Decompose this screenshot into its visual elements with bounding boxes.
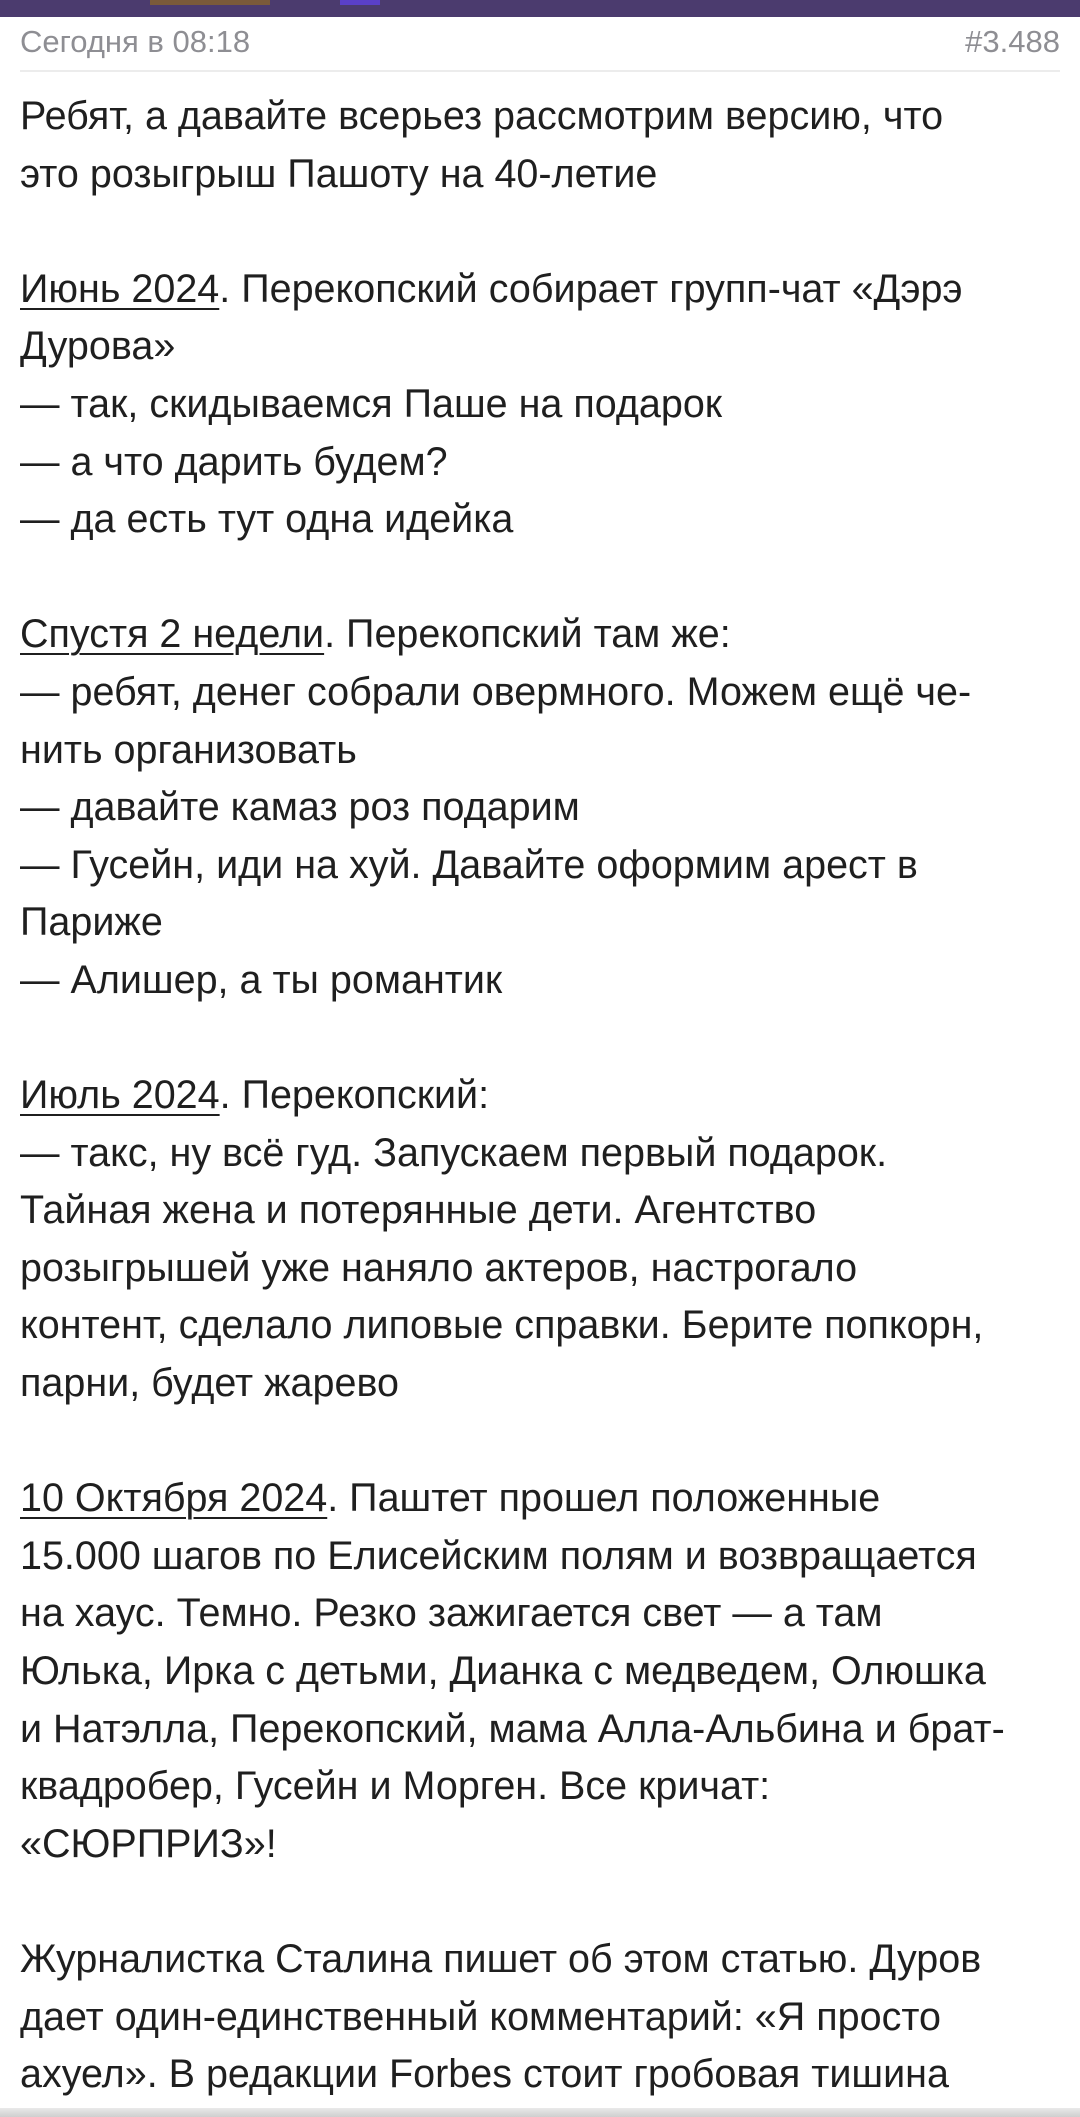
- text-line: «СЮРПРИЗ»!: [20, 1821, 277, 1866]
- text-line: — Алишер, а ты романтик: [20, 957, 503, 1002]
- text-line: Журналистка Сталина пишет об этом статью. Дуров: [20, 1937, 982, 1981]
- text-line: 10 Октября 2024. Паштет прошел положенные: [20, 1476, 881, 1521]
- header-badge: [340, 0, 380, 5]
- text-line: контент, сделало липовые справки. Берите попкорн,: [20, 1303, 984, 1348]
- text-line: Июнь 2024. Перекопский собирает групп-чат «Дэрэ: [20, 266, 963, 311]
- text-line: — давайте камаз роз подарим: [20, 785, 580, 830]
- text-line: Париже: [20, 900, 163, 945]
- text-line: — а что дарить будем?: [20, 439, 448, 484]
- paragraph-gap: [20, 1413, 1065, 1471]
- text-line: — так, скидываемся Паше на подарок: [20, 381, 723, 426]
- paragraph-gap: [20, 1873, 1065, 1931]
- paragraph-gap: [20, 203, 1065, 261]
- date-june-2024: Июнь 2024: [20, 266, 220, 311]
- text-line: Дурова»: [20, 324, 176, 369]
- date-july-2024: Июль 2024: [20, 1073, 220, 1118]
- text-line: Июль 2024. Перекопский:: [20, 1073, 490, 1118]
- text-line: ахуел». В редакции Forbes стоит гробовая тишина: [20, 2052, 949, 2097]
- text-line: Спустя 2 недели. Перекопский там же:: [20, 612, 731, 657]
- paragraph-gap: [20, 549, 1065, 607]
- post-meta: [20, 14, 1060, 72]
- paragraph-gap: [20, 1010, 1065, 1068]
- text-line: дает один-единственный комментарий: «Я просто: [20, 1994, 941, 2039]
- post-body: [20, 88, 1065, 2104]
- text-line: — такс, ну всё гуд. Запускаем первый подарок.: [20, 1130, 888, 1175]
- text-line: парни, будет жарево: [20, 1361, 399, 1406]
- text-line: это розыгрыш Пашоту на 40-летие: [20, 151, 658, 196]
- post-time: Сегодня в 08:18: [20, 24, 251, 59]
- text-line: Юлька, Ирка с детьми, Дианка с медведем, Олюшка: [20, 1649, 986, 1694]
- text-line: 15.000 шагов по Елисейским полям и возвращается: [20, 1533, 977, 1578]
- date-october-10-2024: 10 Октября 2024: [20, 1476, 328, 1521]
- text-line: на хаус. Темно. Резко зажигается свет — а там: [20, 1591, 883, 1636]
- text-line: — да есть тут одна идейка: [20, 497, 514, 542]
- text-line: розыгрышей уже наняло актеров, настрогало: [20, 1245, 858, 1290]
- date-two-weeks-later: Спустя 2 недели: [20, 612, 325, 657]
- bottom-edge: [0, 2108, 1080, 2117]
- text-line: Тайная жена и потерянные дети. Агентство: [20, 1188, 817, 1233]
- text-line: квадробер, Гусейн и Морген. Все кричат:: [20, 1764, 771, 1809]
- post-number[interactable]: #3.488: [965, 24, 1060, 59]
- header-image-strip: [150, 0, 270, 5]
- text-line: — Гусейн, иди на хуй. Давайте оформим арест в: [20, 842, 918, 887]
- text-line: Ребят, а давайте всерьез рассмотрим версию, что: [20, 94, 944, 138]
- text-line: и Натэлла, Перекопский, мама Алла-Альбина и брат-: [20, 1706, 1005, 1751]
- text-line: нить организовать: [20, 727, 357, 772]
- text-line: — ребят, денег собрали овермного. Можем ещё че-: [20, 669, 972, 714]
